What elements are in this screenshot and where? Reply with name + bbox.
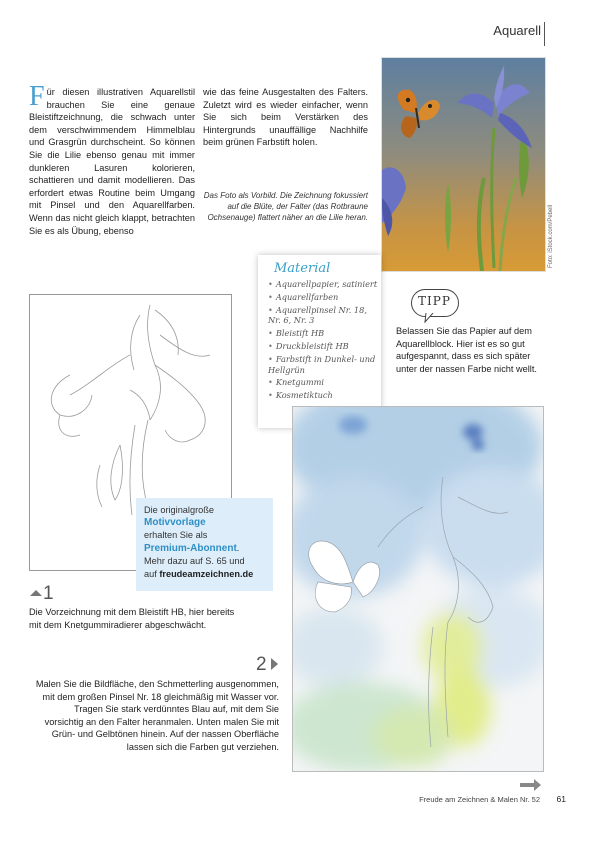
material-item: • Aquarellpinsel Nr. 18, Nr. 6, Nr. 3	[268, 304, 367, 326]
step1-caption: Die Vorzeichnung mit dem Bleistift HB, hier bereits mit dem Knetgummiradierer abgeschwächt.	[29, 607, 235, 630]
promo-line1: Die originalgroße	[144, 505, 214, 515]
promo-text	[144, 504, 253, 580]
promo-line3: Mehr dazu auf S. 65 und	[144, 556, 245, 566]
tipp-text: Belassen Sie das Papier auf dem Aquarellblock. Hier ist es so gut aufgespannt, dass es sich später unter der nassen Farbe nicht wellt.	[396, 326, 537, 374]
material-item: • Aquarellfarben	[268, 291, 339, 302]
step2-watercolor	[292, 406, 544, 772]
material-box	[258, 255, 381, 428]
material-item: • Farbstift in Dunkel- und Hellgrün	[268, 353, 376, 375]
step2-caption: Malen Sie die Bildfläche, den Schmetterling ausgenommen, mit dem großen Pinsel Nr. 18 gleichmäßig mit Wasser vor. Tragen Sie stark verdünntes Blau auf, mit dem Sie vorsichtig an den Falter heranmalen. Unten malen Sie mit Grün- und Gelbtönen hinein. Auf der nassen Oberfläche lassen sich die Farben gut verziehen.	[35, 679, 279, 752]
drop-cap: F	[29, 81, 45, 112]
material-item: • Knetgummi	[268, 377, 325, 388]
material-item: • Aquarellpapier, satiniert	[268, 279, 378, 289]
section-title: Aquarell	[493, 23, 541, 38]
promo-line2: erhalten Sie als	[144, 530, 208, 540]
footer-magazine: Freude am Zeichnen & Malen Nr. 52	[419, 795, 540, 804]
photo-caption: Das Foto als Vorbild. Die Zeichnung fokussiert auf die Blüte, der Falter (das Rotbraune Ochsenauge) flattert näher an die Lilie heran.	[203, 191, 368, 222]
step1-number: 1	[43, 583, 54, 604]
promo-url-link[interactable]: freudeamzeichnen.de	[159, 568, 254, 579]
promo-box	[136, 498, 273, 591]
promo-line4-prefix: auf	[144, 568, 160, 579]
material-item: • Kosmetiktuch	[268, 390, 333, 401]
step2-triangle-icon	[270, 657, 279, 671]
step2-number: 2	[256, 654, 267, 675]
page-number: 61	[556, 794, 566, 804]
material-item: • Bleistift HB	[268, 328, 325, 339]
next-page-arrow-icon[interactable]	[520, 778, 542, 792]
promo-period: .	[236, 542, 240, 553]
photo-credit: Foto: iStock.com/Pebell	[548, 204, 554, 268]
promo-highlight-motivvorlage: Motivvorlage	[144, 516, 206, 528]
tipp-label: TIPP	[418, 294, 451, 308]
step1-triangle-icon	[29, 589, 43, 597]
reference-photo	[381, 57, 546, 272]
material-list	[268, 279, 378, 403]
material-title: Material	[274, 261, 331, 276]
intro-text-1: ür diesen illustrativen Aquarellstil brauchen Sie eine genaue Bleistiftzeichnung, die schwach unter dem verschwimmendem Himmelblau und Grasgrün durchscheint. So können Sie die Lilie ebenso genau mit immer dunkleren Lasuren kolorieren, schattieren und damit modellieren. Das erfordert etwas Routine beim Umgang mit Pinsel und den Aquarellfarben. Wenn das nicht gleich klappt, betrachten Sie es als Übung, ebenso	[29, 87, 195, 236]
section-divider	[544, 22, 545, 46]
tipp-bubble-tail-icon	[424, 313, 436, 323]
intro-column-1	[29, 81, 195, 237]
material-item: • Druckbleistift HB	[268, 340, 349, 351]
promo-highlight-premium: Premium-Abonnent	[144, 542, 237, 554]
intro-column-2: wie das feine Ausgestalten des Falters. Zuletzt wird es wieder einfacher, wenn Sie sich beim Verstärken des Hintergrunds unauffällige Nachhilfe beim grünen Farbstift holen.	[203, 87, 368, 148]
